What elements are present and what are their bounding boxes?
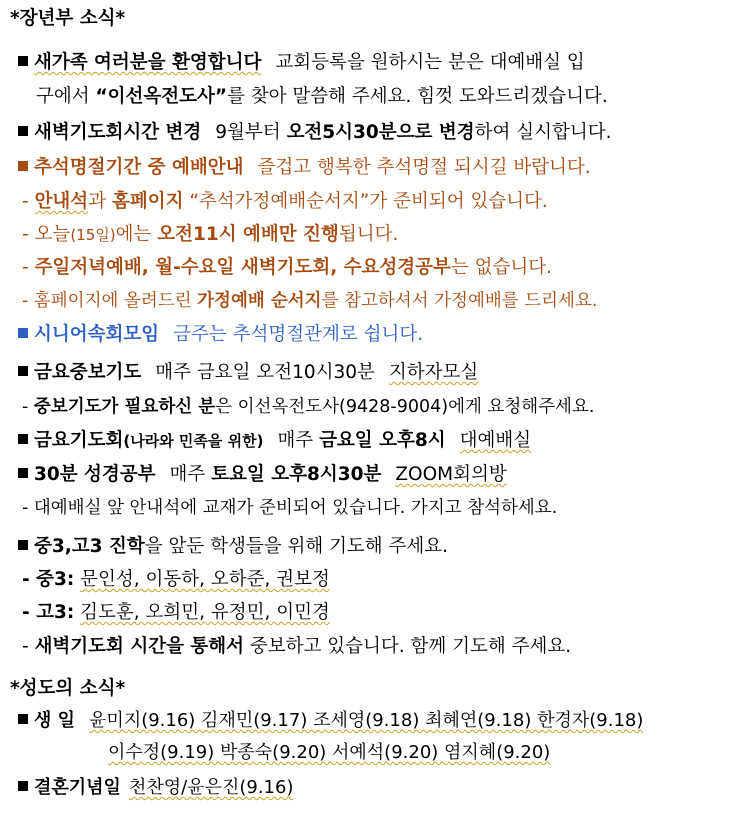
bullet-square-icon (18, 161, 28, 171)
bible-study-sub: - 대예배실 앞 안내석에 교재가 준비되어 있습니다. 가지고 참석하세요. (22, 498, 558, 518)
bible-study-item: 30분 성경공부 매주 토요일 오후8시30분 ZOOM회의방 (18, 462, 744, 488)
friday-service-item: 금요기도회(나라와 민족을 위한) 매주 금요일 오후8시 대예배실 (18, 428, 744, 454)
welcome-item: 새가족 여러분을 환영합니다 교회등록을 원하시는 분은 대예배실 입 (18, 50, 744, 76)
students-middle3: - 중3: 문인성, 이동하, 오하준, 권보정 (22, 569, 330, 590)
chuseok-line-4: - 홈페이지에 올려드린 가정예배 순서지를 참고하셔서 가정예배를 드리세요. (22, 291, 598, 311)
bullet-square-icon (18, 328, 28, 338)
birthday-item-cont: 이수정(9.19) 박종숙(9.20) 서예석(9.20) 염지혜(9.20) (108, 742, 551, 763)
friday-prayer-item: 금요중보기도 매주 금요일 오전10시30분 지하자모실 (18, 360, 744, 386)
students-note: - 새벽기도회 시간을 통해서 중보하고 있습니다. 함께 기도해 주세요. (22, 636, 572, 657)
section-heading: *장년부 소식* (10, 8, 126, 29)
anniversary-item: 결혼기념일 천찬영/윤은진(9.16) (18, 775, 744, 801)
chuseok-item: 추석명절기간 중 예배안내 즐겁고 행복한 추석명절 되시길 바랍니다. (18, 155, 744, 181)
birthday-item: 생 일 윤미지(9.16) 김재민(9.17) 조세영(9.18) 최혜연(9.18) 한경자(9.18) (18, 708, 744, 734)
chuseok-line-1: - 안내석과 홈페이지 “추석가정예배순서지”가 준비되어 있습니다. (22, 191, 548, 212)
bullet-square-icon (18, 434, 28, 444)
friday-prayer-sub: - 중보기도가 필요하신 분은 이선옥전도사(9428-9004)에게 요청해주세요. (22, 397, 595, 417)
welcome-item-cont: 구에서 “이선옥전도사”를 찾아 말씀해 주세요. 힘껏 도와드리겠습니다. (36, 86, 608, 107)
bullet-square-icon (18, 366, 28, 376)
dawn-prayer-item: 새벽기도회시간 변경 9월부터 오전5시30분으로 변경하여 실시합니다. (18, 120, 744, 146)
bullet-square-icon (18, 468, 28, 478)
chuseok-line-2: - 오늘(15일)에는 오전11시 예배만 진행됩니다. (22, 224, 399, 245)
students-high3: - 고3: 김도훈, 오희민, 유정민, 이민경 (22, 602, 330, 623)
section-heading: *성도의 소식* (10, 678, 126, 699)
students-item: 중3,고3 진학을 앞둔 학생들을 위해 기도해 주세요. (18, 534, 744, 560)
bullet-square-icon (18, 781, 28, 791)
senior-item: 시니어속회모임 금주는 추석명절관계로 쉽니다. (18, 322, 744, 348)
bullet-square-icon (18, 126, 28, 136)
bullet-square-icon (18, 714, 28, 724)
bullet-square-icon (18, 56, 28, 66)
bullet-square-icon (18, 540, 28, 550)
chuseok-line-3: - 주일저녁예배, 월-수요일 새벽기도회, 수요성경공부는 없습니다. (22, 257, 553, 278)
